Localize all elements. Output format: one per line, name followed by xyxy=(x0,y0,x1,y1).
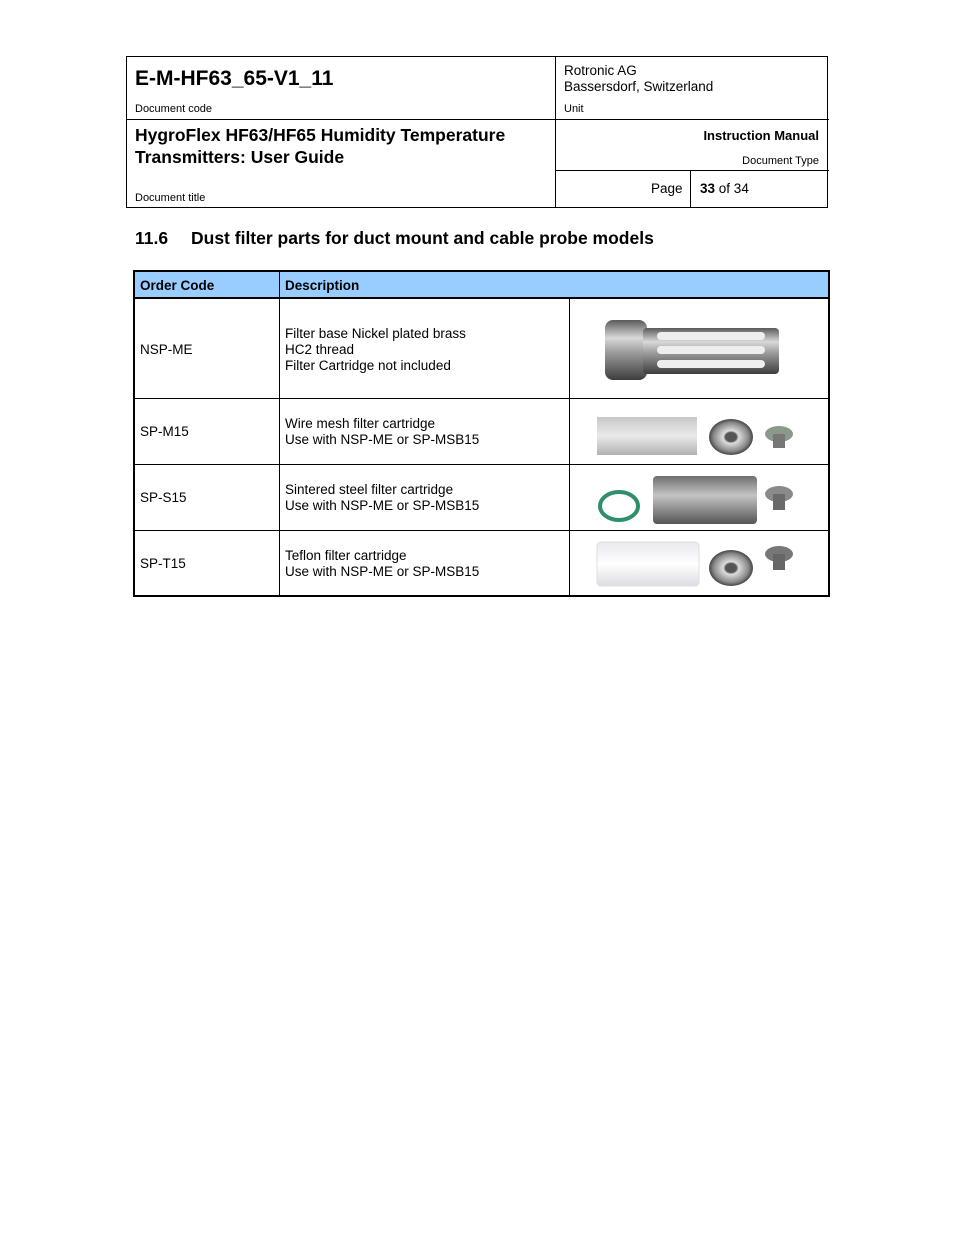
description-line: Filter Cartridge not included xyxy=(285,358,451,373)
row-order-code: SP-M15 xyxy=(140,424,189,439)
filter-base-photo xyxy=(603,316,783,384)
description-line: Teflon filter cartridge xyxy=(285,548,407,563)
document-title-label: Document title xyxy=(135,192,206,204)
page-number xyxy=(700,181,749,196)
row-divider xyxy=(135,530,828,531)
page-total: of 34 xyxy=(718,181,749,196)
parts-table xyxy=(133,270,830,597)
document-code-label: Document code xyxy=(135,103,213,115)
unit-location: Bassersdorf, Switzerland xyxy=(564,79,714,94)
document-title: HygroFlex HF63/HF65 Humidity Temperature Transmitters: User Guide xyxy=(135,125,506,167)
teflon-cartridge-photo xyxy=(595,540,801,590)
section-title: Dust filter parts for duct mount and cable probe models xyxy=(191,228,654,248)
divider xyxy=(555,170,829,171)
column-divider xyxy=(569,299,570,595)
divider xyxy=(690,171,691,208)
column-header-order-code: Order Code xyxy=(140,278,215,293)
unit-label: Unit xyxy=(564,103,584,115)
description-line: Use with NSP-ME or SP-MSB15 xyxy=(285,498,480,513)
section-number: 11.6 xyxy=(135,228,169,248)
divider xyxy=(127,119,555,120)
description-line: Filter base Nickel plated brass xyxy=(285,326,466,341)
table-header-row xyxy=(135,272,828,299)
row-order-code: NSP-ME xyxy=(140,342,193,357)
document-type-label: Document Type xyxy=(742,155,819,167)
page-current: 33 xyxy=(700,181,716,196)
sintered-steel-cartridge-photo xyxy=(595,472,801,526)
description-line: Wire mesh filter cartridge xyxy=(285,416,436,431)
section-heading xyxy=(135,228,654,249)
document-type: Instruction Manual xyxy=(703,128,819,143)
wire-mesh-cartridge-photo xyxy=(595,412,801,458)
row-description xyxy=(285,548,479,580)
page-label: Page xyxy=(651,181,683,196)
column-divider xyxy=(279,272,280,595)
row-description xyxy=(285,482,479,514)
document-code: E-M-HF63_65-V1_11 xyxy=(135,67,334,90)
divider xyxy=(555,57,556,208)
row-order-code: SP-T15 xyxy=(140,556,186,571)
description-line: Use with NSP-ME or SP-MSB15 xyxy=(285,432,480,447)
row-divider xyxy=(135,464,828,465)
row-description xyxy=(285,326,466,374)
divider xyxy=(555,119,829,120)
document-header xyxy=(126,56,828,208)
column-header-description: Description xyxy=(285,278,360,293)
unit-name: Rotronic AG xyxy=(564,63,637,78)
row-description xyxy=(285,416,479,448)
description-line: Sintered steel filter cartridge xyxy=(285,482,454,497)
description-line: Use with NSP-ME or SP-MSB15 xyxy=(285,564,480,579)
description-line: HC2 thread xyxy=(285,342,355,357)
row-order-code: SP-S15 xyxy=(140,490,187,505)
row-divider xyxy=(135,398,828,399)
